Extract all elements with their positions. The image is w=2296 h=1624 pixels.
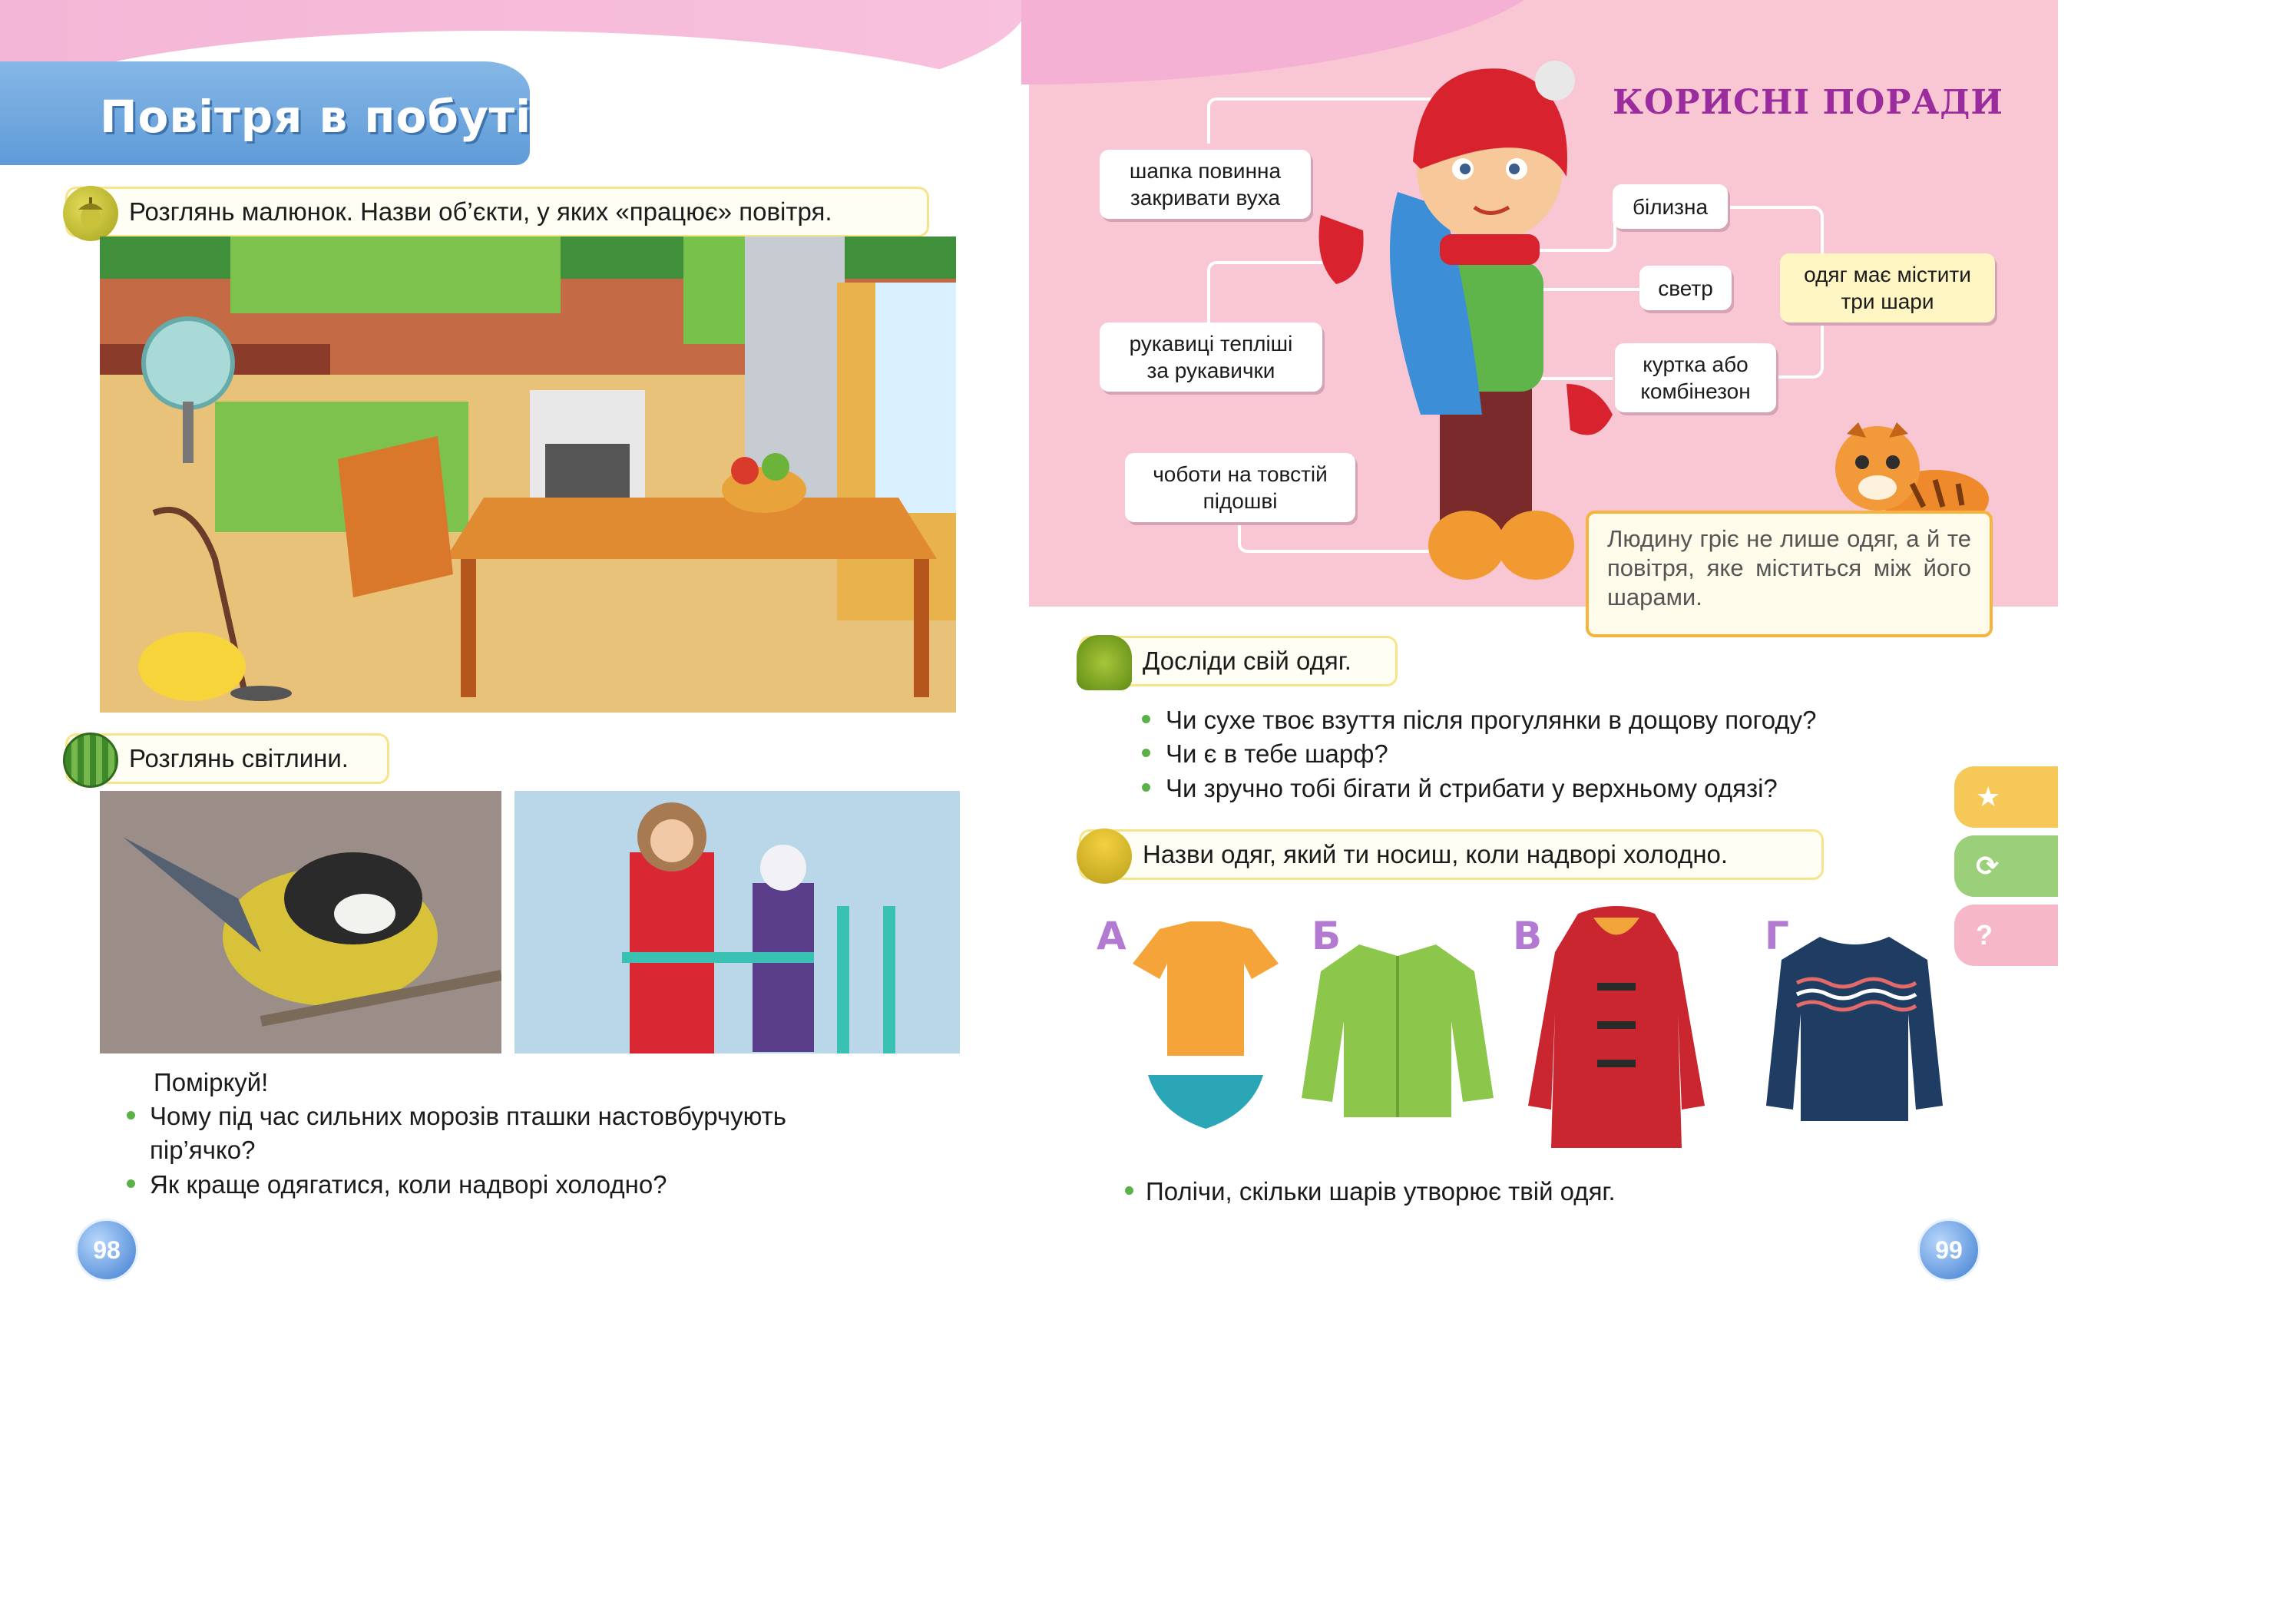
callout-mittens [1100,322,1322,392]
task-label-3 [1079,636,1398,686]
research-question-2: Чи є в тебе шарф? [1166,739,1388,768]
shirt-illustration [1298,937,1497,1121]
question-1-line-2: пір’ячко? [150,1136,256,1164]
think-title: Поміркуй! [154,1068,269,1096]
task-1-text: Розглянь малюнок. Назви об’єкти, у яких «працює» повітря. [129,197,832,226]
bullet [1142,783,1150,792]
bullet [1142,749,1150,757]
question-1-line-1: Чому під час сильних морозів пташки настовбурчують [150,1102,786,1130]
kitchen-illustration [100,236,956,713]
task-label-1 [65,187,929,237]
tip-note-text: Людину гріє не лише одяг, а й те повітря, яке міститься між його шарами. [1607,525,1971,610]
question-button[interactable] [1954,905,2058,966]
callout-mittens-line-1: рукавиці тепліші [1129,332,1293,356]
callout-three-layers [1780,253,1995,322]
star-button[interactable] [1954,766,2058,828]
research-question-1: Чи сухе твоє взуття після прогулянки в дощову погоду? [1166,706,1817,734]
option-letter-g: Г [1765,914,1789,958]
callout-sweater-text: светр [1658,276,1713,300]
page-number-left: 98 [75,1219,138,1282]
bullet [127,1111,135,1120]
callout-jacket-line-1: куртка або [1643,352,1748,376]
task-4-text: Назви одяг, який ти носиш, коли надворі холодно. [1143,840,1729,868]
research-question-3: Чи зручно тобі бігати й стрибати у верхньому одязі? [1166,774,1778,802]
callout-layers-line-1: одяг має містити [1804,263,1971,286]
bullet [1142,715,1150,723]
coat-illustration [1524,906,1709,1152]
option-letter-a: А [1097,914,1126,958]
bullet [127,1179,135,1188]
callout-sweater [1639,266,1732,310]
palm-tree-icon [1077,829,1132,884]
acorn-icon [63,186,118,241]
repeat-icon: ⟳ [1976,850,2000,881]
count-task: Полічи, скільки шарів утворює твій одяг. [1146,1177,1616,1206]
page-title: Повітря в побуті [100,91,532,143]
question-icon: ? [1976,919,1993,951]
page-number-right: 99 [1917,1219,1980,1282]
tip-note [1586,511,1993,637]
tips-title: КОРИСНІ ПОРАДИ [1613,83,2003,122]
task-label-4 [1079,829,1824,880]
task-label-2 [65,733,389,784]
option-letter-v: В [1513,914,1543,958]
callout-boots-line-2: підошві [1203,489,1278,513]
cactus-icon [1077,635,1132,690]
tshirt-and-underwear-illustration [1129,921,1282,1136]
repeat-button[interactable] [1954,835,2058,897]
sweater-illustration [1762,929,1947,1129]
callout-underwear [1613,184,1728,229]
callout-hat-line-2: закривати вуха [1130,186,1281,210]
callout-boots-line-1: чоботи на товстій [1153,462,1328,486]
option-letter-b: Б [1312,914,1342,958]
question-2: Як краще одягатися, коли надворі холодно? [150,1170,667,1199]
callout-underwear-text: білизна [1632,194,1709,219]
callout-layers-line-2: три шари [1841,289,1934,313]
callout-hat [1100,150,1311,219]
task-3-text: Досліди свій одяг. [1143,647,1351,675]
callout-boots [1125,453,1355,522]
star-icon: ★ [1976,781,2001,812]
bullet [1125,1186,1133,1195]
callout-jacket [1615,343,1776,412]
callout-jacket-line-2: комбінезон [1640,379,1751,403]
bird-photo [100,791,501,1053]
task-2-text: Розглянь світлини. [129,744,349,772]
callout-mittens-line-2: за рукавички [1146,359,1275,382]
watermelon-icon [63,733,118,788]
kids-winter-photo [514,791,960,1053]
callout-hat-line-1: шапка повинна [1129,159,1282,183]
